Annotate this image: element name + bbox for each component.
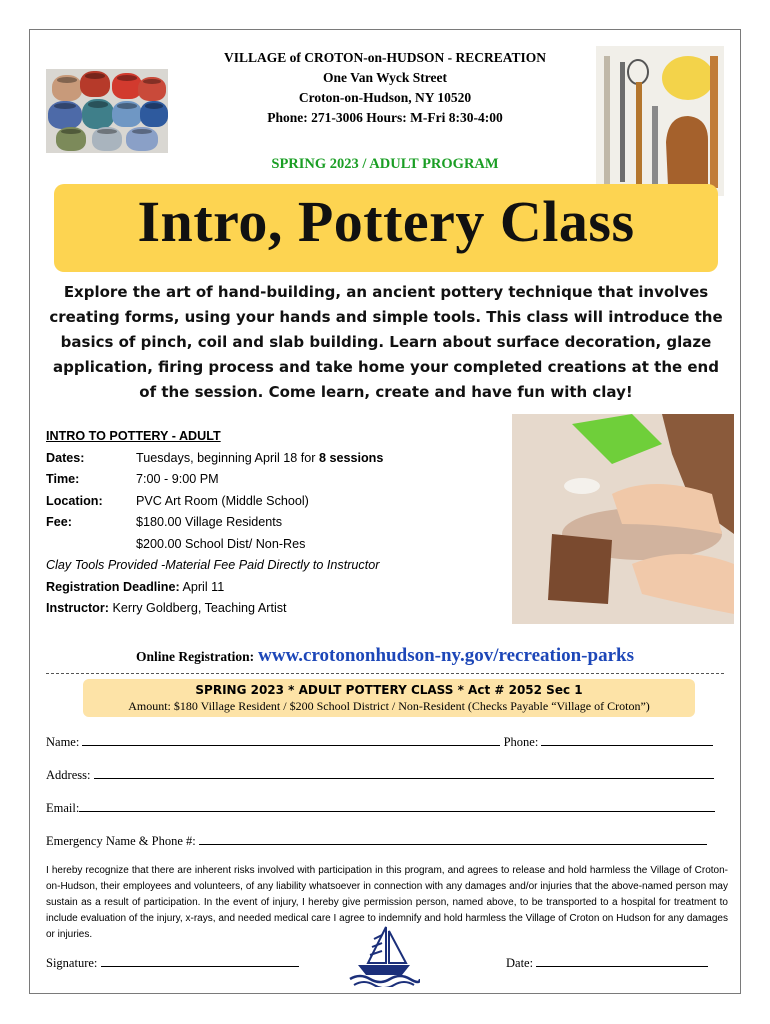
dates-label: Dates: <box>46 450 85 465</box>
pottery-tools-photo <box>596 46 724 196</box>
hands-clay-photo <box>512 414 734 624</box>
deadline-label: Registration Deadline: <box>46 579 180 594</box>
details-heading: INTRO TO POTTERY - ADULT <box>46 429 221 443</box>
emergency-row <box>46 833 707 849</box>
name-field[interactable] <box>82 734 500 746</box>
phone-field[interactable] <box>541 734 713 746</box>
signature-label: Signature: <box>46 956 101 970</box>
dates-sessions: 8 sessions <box>318 450 384 465</box>
pottery-bowls-photo <box>46 69 168 153</box>
phone-label: Phone: <box>500 735 542 749</box>
name-label: Name: <box>46 735 83 749</box>
time-label: Time: <box>46 472 80 486</box>
time-row <box>46 469 446 491</box>
date-field[interactable] <box>536 955 708 967</box>
address-row <box>46 767 714 783</box>
tools-note: Clay Tools Provided -Material Fee Paid Directly to Instructor <box>46 558 380 572</box>
location-row <box>46 491 446 513</box>
emergency-label: Emergency Name & Phone #: <box>46 834 199 848</box>
signature-row <box>46 955 299 971</box>
date-label: Date: <box>506 956 537 970</box>
location-value: PVC Art Room (Middle School) <box>136 493 309 508</box>
class-description: Explore the art of hand-building, an ancient pottery technique that involves creating forms, using your hands and simple tools. This class will introduce the basics of pinch, coil and slab building. Learn about surface decoration, glaze application, firing process and take home your completed creations at the end of the session. Come learn, create and have fun with clay! <box>49 283 723 401</box>
online-registration <box>30 645 740 667</box>
org-street: One Van Wyck Street <box>323 70 447 85</box>
fee-village: $180.00 Village Residents <box>136 515 283 529</box>
email-label: Email: <box>46 801 80 815</box>
registration-banner <box>83 679 695 717</box>
amount-info: Amount: $180 Village Resident / $200 School District / Non-Resident (Checks Payable “Village of Croton”) <box>128 699 650 713</box>
emergency-field[interactable] <box>199 833 707 845</box>
season-label: SPRING 2023 / ADULT PROGRAM <box>271 156 499 172</box>
page-title: Intro, Pottery Class <box>137 189 635 254</box>
name-phone-row <box>46 734 713 750</box>
location-label: Location: <box>46 493 103 508</box>
sailboat-logo <box>346 923 420 987</box>
org-name: VILLAGE of CROTON-on-HUDSON - RECREATION <box>223 50 547 65</box>
class-details <box>46 426 446 620</box>
registration-link[interactable]: www.crotononhudson-ny.gov/recreation-parks <box>258 645 634 666</box>
dates-row <box>46 448 446 470</box>
instructor-value: Kerry Goldberg, Teaching Artist <box>108 601 287 615</box>
online-registration-label: Online Registration: <box>136 649 255 664</box>
deadline-row <box>46 577 446 599</box>
liability-waiver: I hereby recognize that there are inherent risks involved with participation in this program, and agrees to release and hold harmless the Village of Croton-on-Hudson, their employees and volunteers, of any liability whatsoever in connection with any damages and/or injuries that the above-named person may sustain as a result of participation. In the event of injury, I hereby give permission person, named above, to be transported to a hospital for treatment to include evaluation of the injury, x-rays, and needed medical care I agree to indemnify and hold harmless the Village of Croton on Hudson for any damages or injuries. <box>46 865 728 940</box>
time-value: 7:00 - 9:00 PM <box>136 472 219 486</box>
date-row <box>506 955 708 971</box>
activity-code: SPRING 2023 * ADULT POTTERY CLASS * Act # 2052 Sec 1 <box>195 683 583 697</box>
address-field[interactable] <box>94 767 714 779</box>
fee-row <box>46 512 446 534</box>
signature-field[interactable] <box>101 955 299 967</box>
address-label: Address: <box>46 768 94 782</box>
org-phone-hours: Phone: 271-3006 Hours: M-Fri 8:30-4:00 <box>267 110 503 125</box>
fee-label: Fee: <box>46 515 72 529</box>
fee-nonres: $200.00 School Dist/ Non-Res <box>136 536 306 551</box>
title-banner <box>54 184 718 272</box>
organization-header <box>180 48 590 128</box>
dates-value: Tuesdays, beginning April 18 for <box>136 450 319 465</box>
email-field[interactable] <box>79 800 715 812</box>
cut-line <box>46 673 724 674</box>
org-city: Croton-on-Hudson, NY 10520 <box>298 90 472 105</box>
instructor-row <box>46 598 446 620</box>
deadline-value: April 11 <box>179 579 225 594</box>
email-row <box>46 800 715 816</box>
flyer-page <box>29 29 741 994</box>
instructor-label: Instructor: <box>46 601 109 615</box>
